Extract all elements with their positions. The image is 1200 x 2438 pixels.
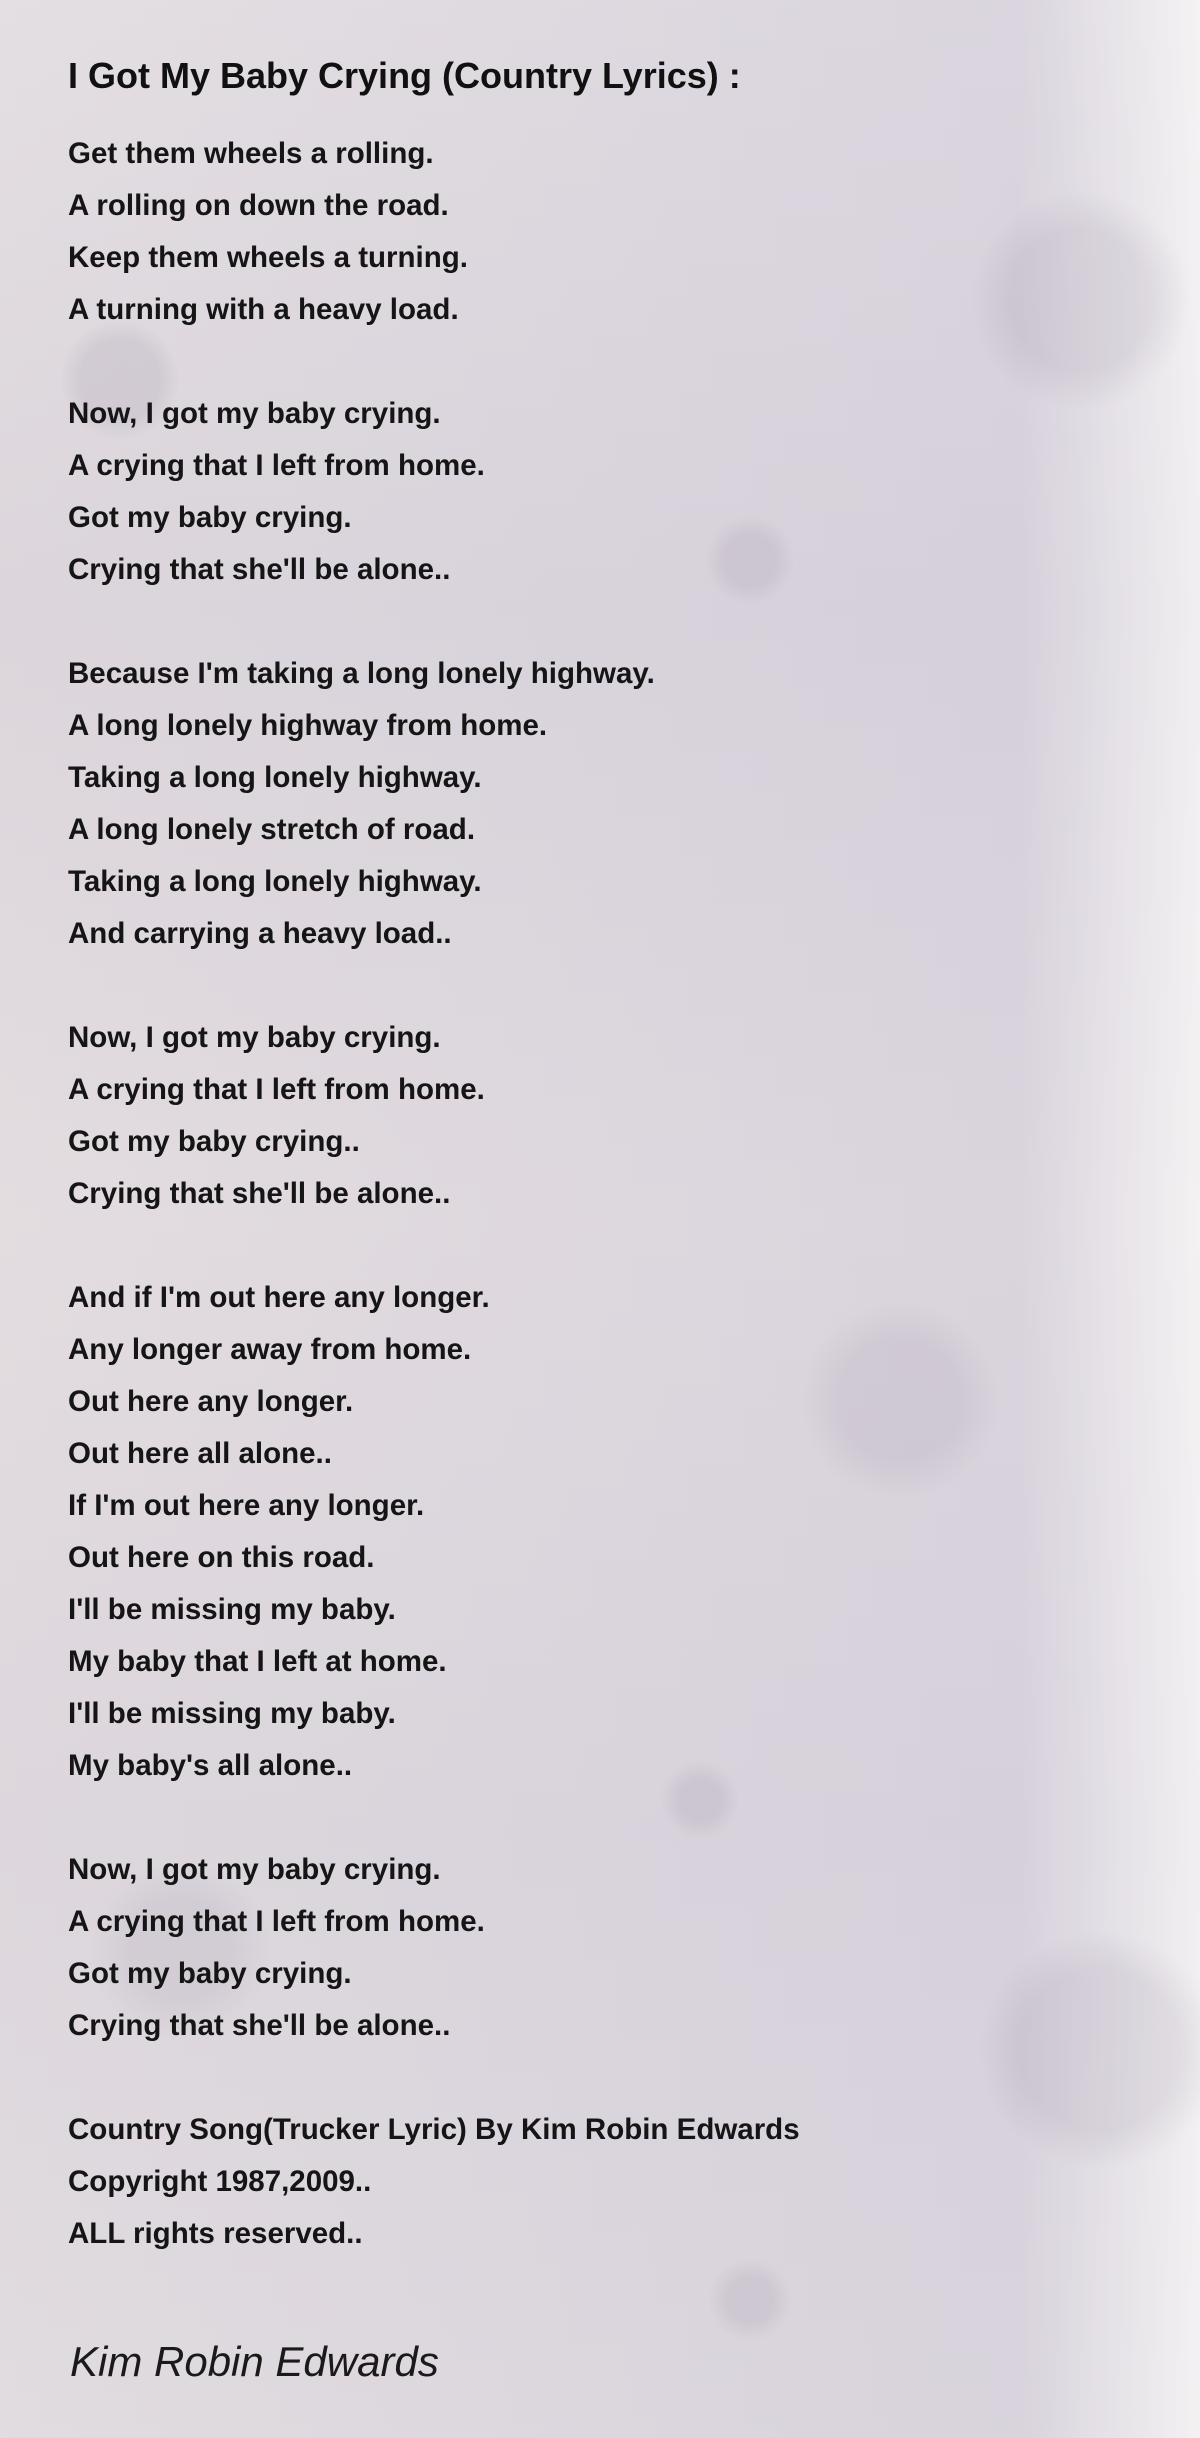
poem-line: Now, I got my baby crying. [68, 1853, 441, 1886]
stanza-4 [68, 1012, 1148, 1220]
stanza-2 [68, 388, 1148, 596]
poem-line: Crying that she'll be alone.. [68, 553, 451, 586]
poem-line: My baby that I left at home. [68, 1645, 447, 1678]
poem-line: Out here all alone.. [68, 1437, 332, 1470]
poem-line: Copyright 1987,2009.. [68, 2165, 372, 2198]
poem-line: I'll be missing my baby. [68, 1697, 396, 1730]
poem-line: ALL rights reserved.. [68, 2217, 363, 2250]
poem-line: Because I'm taking a long lonely highway. [68, 657, 655, 690]
author-name: Kim Robin Edwards [70, 2338, 439, 2385]
poem-title: I Got My Baby Crying (Country Lyrics) : [68, 55, 741, 96]
poem-line: Crying that she'll be alone.. [68, 2009, 451, 2042]
poem-line: Crying that she'll be alone.. [68, 1177, 451, 1210]
poem-line: Any longer away from home. [68, 1333, 472, 1366]
poem-line: A turning with a heavy load. [68, 293, 459, 326]
poem-line: If I'm out here any longer. [68, 1489, 425, 1522]
poem-line: Now, I got my baby crying. [68, 1021, 441, 1054]
poem-line: Now, I got my baby crying. [68, 397, 441, 430]
poem-line: Get them wheels a rolling. [68, 137, 434, 170]
poem-container [68, 52, 1148, 2312]
poem-line: Country Song(Trucker Lyric) By Kim Robin Edwards [68, 2113, 800, 2146]
poem-line: A crying that I left from home. [68, 1905, 485, 1938]
poem-line: A long lonely highway from home. [68, 709, 548, 742]
stanza-3 [68, 648, 1148, 960]
poem-line: Taking a long lonely highway. [68, 761, 482, 794]
poem-line: Out here on this road. [68, 1541, 375, 1574]
poem-line: Got my baby crying.. [68, 1125, 360, 1158]
poem-line: Out here any longer. [68, 1385, 354, 1418]
poem-line: And carrying a heavy load.. [68, 917, 452, 950]
poem-line: And if I'm out here any longer. [68, 1281, 490, 1314]
poem-line: My baby's all alone.. [68, 1749, 353, 1782]
stanza-1 [68, 128, 1148, 336]
stanza-6 [68, 1844, 1148, 2052]
poem-line: I'll be missing my baby. [68, 1593, 396, 1626]
poem-line: Taking a long lonely highway. [68, 865, 482, 898]
poem-line: A crying that I left from home. [68, 1073, 485, 1106]
poem-line: A long lonely stretch of road. [68, 813, 476, 846]
poem-line: A crying that I left from home. [68, 449, 485, 482]
poem-line: A rolling on down the road. [68, 189, 449, 222]
copyright-stanza [68, 2104, 1148, 2260]
poem-line: Got my baby crying. [68, 501, 352, 534]
stanza-5 [68, 1272, 1148, 1792]
poem-line: Keep them wheels a turning. [68, 241, 468, 274]
poem-line: Got my baby crying. [68, 1957, 352, 1990]
